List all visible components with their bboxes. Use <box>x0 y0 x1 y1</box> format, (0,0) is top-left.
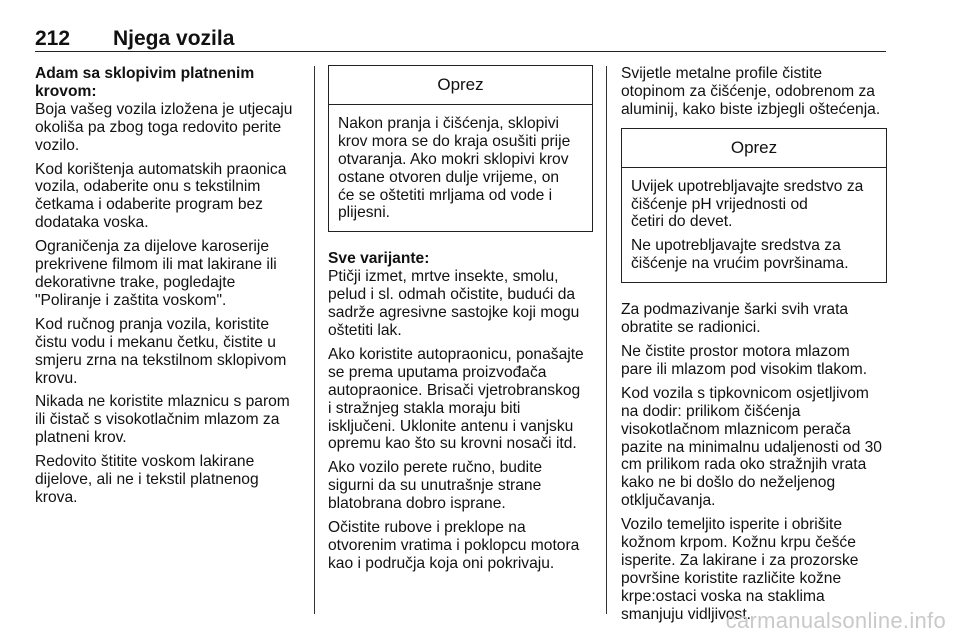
text-line: blatobrana dobro isprane. <box>328 495 506 513</box>
text-line: se prema uputama proizvođača <box>328 363 547 381</box>
text-line: Sve varijante: <box>328 250 430 268</box>
section-title: Njega vozila <box>113 27 235 50</box>
caution-box <box>328 65 593 232</box>
column-3 <box>621 65 887 630</box>
text-line: Boja vašeg vozila izložena je utjecaju <box>35 100 293 118</box>
paragraph <box>328 519 593 573</box>
column-divider <box>606 66 607 614</box>
text-line: Nakon pranja i čišćenja, sklopivi <box>338 114 560 132</box>
text-line: sadrže agresivne sastojke koji mogu <box>328 304 580 322</box>
page-header <box>35 27 886 51</box>
text-line: aluminij, kako biste izbjegli oštećenja. <box>621 100 881 118</box>
text-line: ili čistač s visokotlačnim mlazom za <box>35 411 280 429</box>
text-line: sigurni da su unutrašnje strane <box>328 477 542 495</box>
text-line: će se oštetiti mrljama od vode i <box>338 186 553 204</box>
watermark: carmanualsonline.info <box>725 608 946 633</box>
text-line: Redovito štitite voskom lakirane <box>35 453 255 471</box>
text-line: Svijetle metalne profile čistite <box>621 65 823 82</box>
text-line: i stražnjeg stakla moraju biti <box>328 399 521 417</box>
text-line: isperite. Za lakirane i za prozorske <box>621 551 859 569</box>
text-line: čišćenje pH vrijednosti od <box>631 195 808 213</box>
paragraph <box>621 343 887 379</box>
text-line: Adam sa sklopivim platnenim <box>35 65 255 82</box>
column-2 <box>328 65 593 579</box>
paragraph <box>328 346 593 453</box>
caution-title: Oprez <box>622 129 886 168</box>
text-line: isključeni. Uklonite antenu i vanjsku <box>328 417 574 435</box>
paragraph <box>35 453 303 507</box>
text-line: dodataka voska. <box>35 214 149 232</box>
text-line: Uvijek upotrebljavajte sredstvo za <box>631 177 864 195</box>
text-line: pare ili mlazom pod visokim tlakom. <box>621 360 868 378</box>
text-line: smjeru zrna na tekstilnom sklopivom <box>35 351 287 369</box>
text-line: Za podmazivanje šarki svih vrata <box>621 301 849 319</box>
text-line: četkama i odaberite program bez <box>35 196 263 214</box>
text-line: ostane otvoren dulje vrijeme, on <box>338 168 560 186</box>
text-line: visokotlačnom mlaznicom perača <box>621 420 851 438</box>
header-divider <box>35 51 886 52</box>
paragraph <box>621 301 887 337</box>
paragraph <box>631 237 877 273</box>
text-line: na dodir: prilikom čišćenja <box>621 402 801 420</box>
paragraph <box>328 459 593 513</box>
subheading <box>35 65 303 101</box>
caution-body <box>329 105 592 231</box>
paragraph <box>35 238 303 310</box>
caution-box <box>621 128 887 283</box>
text-line: čistu vodu i mekanu četku, čistite u <box>35 333 276 351</box>
text-line: platneni krov. <box>35 429 127 447</box>
text-line: oštetiti lak. <box>328 321 402 339</box>
text-line: Ptičji izmet, mrtve insekte, smolu, <box>328 268 559 286</box>
text-line: prekrivene filmom ili mat lakirane ili <box>35 256 277 274</box>
text-line: okoliša pa zbog toga redovito perite <box>35 118 282 136</box>
text-line: Ne upotrebljavajte sredstva za <box>631 237 841 255</box>
caution-body <box>622 168 886 283</box>
text-line: Kod ručnog pranja vozila, koristite <box>35 315 270 333</box>
paragraph <box>621 65 887 119</box>
text-line: Ako vozilo perete ručno, budite <box>328 459 543 477</box>
column-1 <box>35 65 303 513</box>
text-line: kao i područja koja oni pokrivaju. <box>328 554 555 572</box>
text-line: dijelove, ali ne i tekstil platnenog <box>35 471 259 489</box>
text-line: čišćenje na vrućim površinama. <box>631 255 849 273</box>
paragraph <box>35 161 303 233</box>
caution-title: Oprez <box>329 66 592 105</box>
text-line: Kod korištenja automatskih praonica <box>35 160 287 178</box>
text-line: dekorativne trake, pogledajte <box>35 273 236 291</box>
column-divider <box>314 66 315 614</box>
text-line: opremu kao što su krovni nosači itd. <box>328 435 577 453</box>
text-line: pazite na minimalnu udaljenosti od 30 <box>621 438 882 456</box>
page-number: 212 <box>35 27 71 50</box>
text-line: Ne čistite prostor motora mlazom <box>621 342 850 360</box>
text-line: Kod vozila s tipkovnicom osjetljivom <box>621 384 869 402</box>
text-line: površine koristite različite kožne <box>621 569 842 587</box>
text-line: krov mora se do kraja osušiti prije <box>338 132 571 150</box>
paragraph <box>328 268 593 340</box>
paragraph <box>631 178 877 232</box>
text-line: pelud i sl. odmah očistite, budući da <box>328 286 576 304</box>
text-line: vozila, odaberite onu s tekstilnim <box>35 178 261 196</box>
text-line: otvorenim vratima i poklopcu motora <box>328 536 580 554</box>
text-line: obratite se radionici. <box>621 319 761 337</box>
text-line: krova. <box>35 488 78 506</box>
text-line: Ograničenja za dijelove karoserije <box>35 238 270 256</box>
text-line: krovom: <box>35 82 97 100</box>
paragraph <box>35 101 303 155</box>
paragraph <box>338 115 583 222</box>
paragraph <box>35 316 303 388</box>
text-line: kako ne bi došlo do neželjenog <box>621 474 836 492</box>
paragraph <box>35 393 303 447</box>
subheading <box>328 250 593 268</box>
text-line: krpe:ostaci voska na staklima <box>621 587 825 605</box>
text-line: autopraonice. Brisači vjetrobranskog <box>328 381 581 399</box>
text-line: cm prilikom rada oko stražnjih vrata <box>621 456 867 474</box>
text-line: Očistite rubove i preklope na <box>328 519 526 537</box>
text-line: otključavanja. <box>621 492 716 510</box>
text-line: četiri do devet. <box>631 213 733 231</box>
text-line: Ako koristite autopraonicu, ponašajte <box>328 345 584 363</box>
text-line: otopinom za čišćenje, odobrenom za <box>621 82 875 100</box>
text-line: vozilo. <box>35 136 80 154</box>
text-line: smanjuju vidljivost. <box>621 605 751 623</box>
text-line: "Poliranje i zaštita voskom". <box>35 291 227 309</box>
paragraph <box>621 385 887 510</box>
text-line: krovu. <box>35 369 78 387</box>
text-line: otvaranja. Ako mokri sklopivi krov <box>338 150 569 168</box>
text-line: Nikada ne koristite mlaznicu s parom <box>35 393 290 411</box>
text-line: kožnom krpom. Kožnu krpu češće <box>621 534 856 552</box>
text-line: Vozilo temeljito isperite i obrišite <box>621 516 843 534</box>
text-line: plijesni. <box>338 204 391 222</box>
